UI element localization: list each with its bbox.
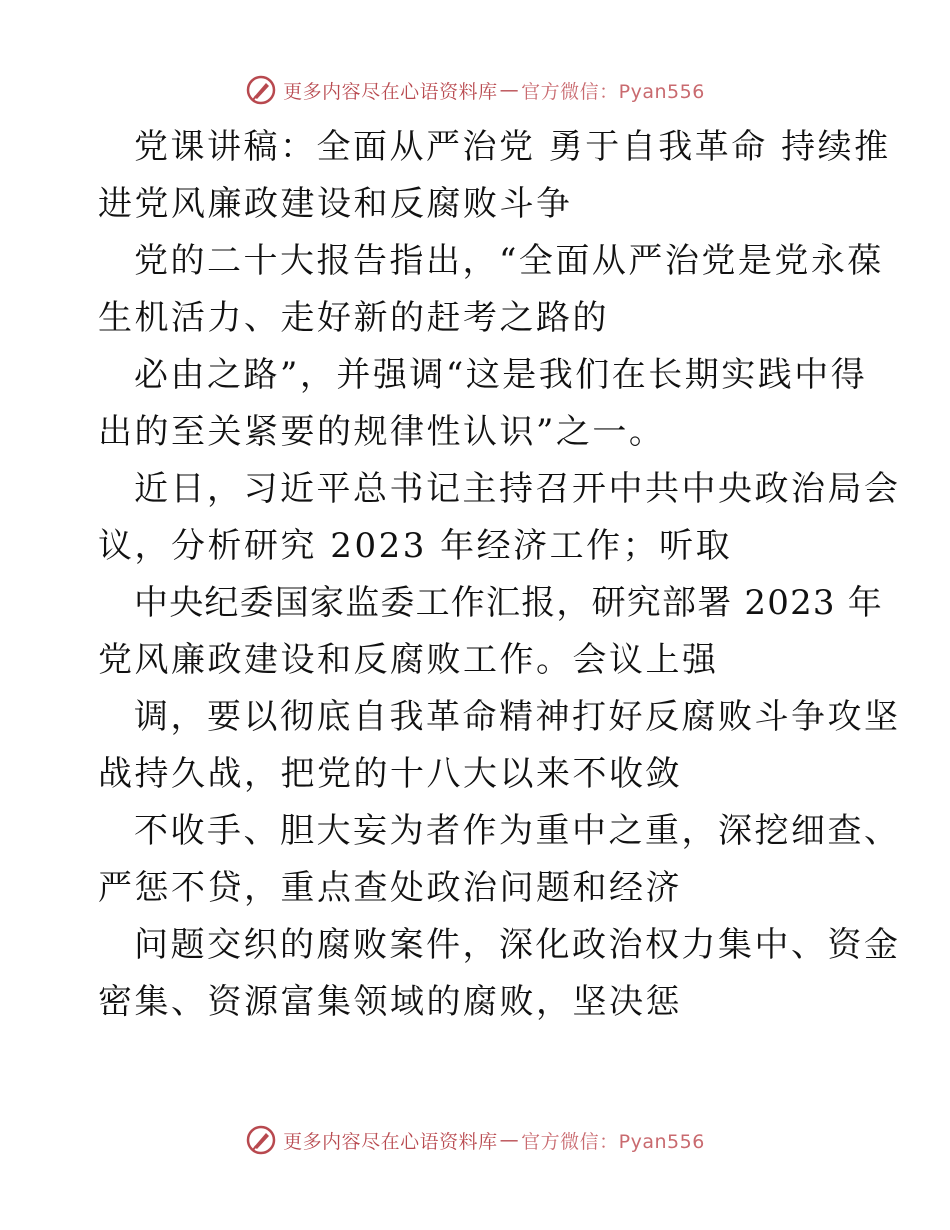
paragraph-1-line-2: 生机活力、走好新的赶考之路的 [98, 298, 609, 338]
paragraph-1-line-1: 党的二十大报告指出，“全面从严治党是党永葆 [134, 241, 884, 281]
paragraph-4-line-1: 中央纪委国家监委工作汇报，研究部署 2023 年 [134, 583, 883, 623]
paragraph-5-line-2: 战持久战，把党的十八大以来不收敛 [98, 754, 682, 794]
watermark-wechat: 官方微信：Pyan556 [521, 80, 705, 103]
paragraph-6-line-1: 不收手、胆大妄为者作为重中之重，深挖细查、 [134, 811, 901, 851]
watermark-separator: — [499, 79, 520, 101]
document-body [98, 119, 901, 1031]
footer-watermark [0, 1120, 950, 1160]
header-watermark [0, 70, 950, 110]
paragraph-3-line-1: 近日，习近平总书记主持召开中共中央政治局会 [134, 469, 901, 509]
paragraph-6-line-2: 严惩不贷，重点查处政治问题和经济 [98, 868, 682, 908]
title-line-2: 进党风廉政建设和反腐败斗争 [98, 184, 573, 224]
quill-logo-icon [245, 74, 277, 106]
title-line-1: 党课讲稿：全面从严治党 勇于自我革命 持续推 [134, 127, 891, 167]
watermark-separator: — [499, 1129, 520, 1151]
watermark-text: 更多内容尽在心语资料库 [283, 80, 498, 103]
paragraph-5-line-1: 调，要以彻底自我革命精神打好反腐败斗争攻坚 [134, 697, 901, 737]
quill-logo-icon [245, 1124, 277, 1156]
paragraph-3-line-2: 议，分析研究 2023 年经济工作；听取 [98, 526, 733, 566]
paragraph-7-line-1: 问题交织的腐败案件，深化政治权力集中、资金 [134, 925, 901, 965]
watermark-wechat: 官方微信：Pyan556 [521, 1130, 705, 1153]
paragraph-2-line-2: 出的至关紧要的规律性认识”之一。 [98, 412, 666, 452]
paragraph-7-line-2: 密集、资源富集领域的腐败，坚决惩 [98, 982, 682, 1022]
watermark-text: 更多内容尽在心语资料库 [283, 1130, 498, 1153]
paragraph-2-line-1: 必由之路”，并强调“这是我们在长期实践中得 [134, 355, 868, 395]
paragraph-4-line-2: 党风廉政建设和反腐败工作。会议上强 [98, 640, 719, 680]
